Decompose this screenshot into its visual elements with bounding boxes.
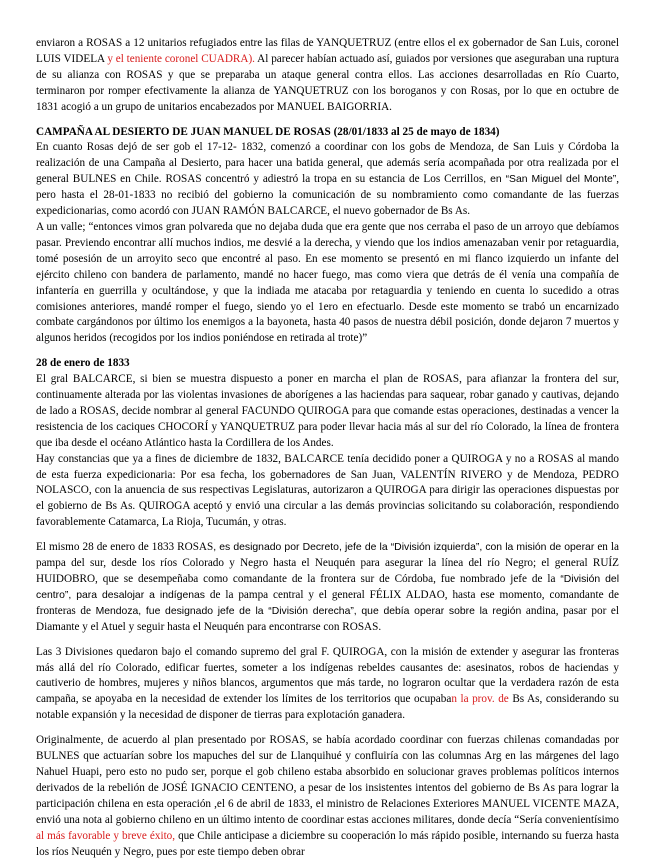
text: Al parecer habían actuado así, guiados por versiones que aseguraban una ruptura de su alianza con ROSAS y que se preparaba un ataque general contra ellos. Las acciones desarrolladas en Río Cuarto, terminaron por romper efectivamente la alianza de YANQUETRUZ con los boroganos y con Rosas, por lo que en octubre de 1831 acogió a un grupo de unitarios encabezados por MANUEL BAIGORRIA. xyxy=(36,52,620,113)
text: en la pampa del sur, desde los ríos Colorado y Negro hasta el Neuquén para asegurar la línea del río Negro; el general RUÍZ HUIDOBRO, que se desempeñaba como comandante de la frontera sur de Córdoba, fue nombrado jefe de la xyxy=(36,541,619,585)
text: Bs As, considerando su notable expansión y la necesidad de disponer de tierras para explotación ganadera. xyxy=(36,693,619,722)
text: El mismo 28 de enero de 1833 ROSAS xyxy=(36,541,214,554)
text: que Chile anticipase a diciembre su cooperación lo más rápido posible, internando su fuerza hasta los ríos Neuquén y Negro, pues por este tiempo deben obrar xyxy=(36,829,619,858)
paragraph-balcarce: El gral BALCARCE, si bien se muestra dispuesto a poner en marcha el plan de ROSAS, para afianzar la frontera del sur, continuamente alterada por las violentas invasiones de aborígenes a las haciendas para saquear, robar ganado y cautivas, dejando de lado a ROSAS, decide nombrar al general FACUNDO QUIROGA para que comande estas operaciones, destinadas a vencer la resistencia de los caciques CHOCORÍ y YANQUETRUZ para poder llevar hacia más al sur del río Colorado, la línea de frontera que iba desde el océano Atlántico hasta la Cordillera de los Andes. xyxy=(36,373,619,449)
sans-text: “División del centro”, para desalojar a indígenas xyxy=(36,574,619,601)
highlighted-text: n la prov. de xyxy=(451,693,509,706)
text: enviaron a ROSAS a 12 unitarios refugiados entre las filas de YANQUETRUZ (entre ellos el ex gobernador de San Luis, coronel LUIS VIDELA xyxy=(36,37,619,65)
paragraph-campaign xyxy=(36,140,619,220)
sans-text: , en “San Miguel del Monte” xyxy=(483,174,617,186)
text: Originalmente, de acuerdo al plan presentado por ROSAS, se había acordado coordinar con fuerzas chilenas comandadas por BULNES que actuarían sobre los mapuches del sur de Llanquihué y confluiría con las columnas Arg en las márgenes del lago Nahuel Huapi, pero esto no pudo ser, porque el gob chileno estaba absorbido en solucionar graves problemas políticos internos derivados de la rebelión de JOSÉ IGNACIO CENTENO, a pesar de los insistentes intentos del gobierno de Bs As para lograr la participación chilena en esta operación ,el 6 de abril de 1833, el ministro de Relaciones Exteriores MANUEL VICENTE MAZA, envió una nota al gobierno chileno en un último intento de coordinar estas acciones militares, donde decía “Sería convenientísimo xyxy=(36,734,619,826)
paragraph-divisions-assigned xyxy=(36,540,619,635)
text: , pero hasta el 28-01-1833 no recibió del gobierno la comunicación de su nombramiento como comandante de las fuerzas expedicionarias, como acordó con JUAN RAMÓN BALCARCE, el nuevo gobernador de Bs As. xyxy=(36,173,620,218)
sans-text: Mendoza, fue designado jefe de la “División derecha”, que debía operar sobre la región xyxy=(95,605,522,617)
sans-text: , es designado por Decreto, jefe de la “División izquierda”, con la misión de operar xyxy=(213,542,595,554)
text: Las 3 Divisiones quedaron bajo el comando supremo del gral F. QUIROGA, con la misión de extender y asegurar las fronteras más allá del río Colorado, edificar fuertes, someter a los indígenas rebeldes causantes de: asesinatos, robos de haciendas y cautiverio de hombres, mujeres y niños blancos, argumentos que más tarde, no lograron ocultar que la verdadera razón de esta campaña, se apoyaba en la necesidad de extender los límites de los territorios que ocupaba xyxy=(36,645,619,706)
paragraph-quote: A un valle; “entonces vimos gran polvareda que no dejaba duda que era gente que nos cerraba el paso de un arroyo que debíamos pasar. Previendo encontrar allí muchos indios, me desvié a la derecha, y viendo que los indios amenazaban venir por retaguardia, tomé posesión de un arroyito seco que encontré al paso. En ese momento se presentó en mi flanco izquierdo un infante del ejército chileno con bandera de parlamento, mandé no hacer fuego, mas como viera que detrás de él venía una compañía de infantería en guerrilla y ocultándose, y que la indiada me atacaba por retaguardia y teniendo en cuenta lo sucedido a otras comisiones anteriores, mandé romper el fuego, siendo yo el 1ero en efectuarlo. Desde este momento se trabó un encarnizado combate cargándonos por último los enemigos a la bayoneta, hasta 40 pasos de nuestra débil posición, donde dejaron 7 muertos y algunos heridos (recogidos por los indios poniéndose en retirada al trote)” xyxy=(36,220,619,345)
highlighted-text: al más favorable y breve éxito, xyxy=(36,829,176,842)
text: andina, pasar por el Diamante y el Atuel y seguir hasta el Neuquén para encontrarse con ROSAS. xyxy=(36,604,619,633)
document-page xyxy=(36,36,619,860)
text: de la pampa central y el general FÉLIX ALDAO, hasta ese momento, comandante de fronteras de xyxy=(36,588,619,617)
paragraph-three-divisions xyxy=(36,645,619,725)
paragraph-intro xyxy=(36,36,619,116)
highlighted-text: y el teniente coronel CUADRA). xyxy=(107,52,255,65)
paragraph-chile xyxy=(36,733,619,860)
paragraph-constancias: Hay constancias que ya a fines de diciembre de 1832, BALCARCE tenía decidido poner a QUIROGA y no a ROSAS al mando de esta fuerza expedicionaria: Por esa fecha, los gobernadores de San Juan, VALENTÍN RIVERO y de Mendoza, PEDRO NOLASCO, con la anuencia de sus respectivas Legislaturas, autorizaron a QUIROGA para dirigir las operaciones dispuestas por el gobierno de Bs As. QUIROGA aceptó y envió una circular a las demás provincias solicitando su colaboración, respondiendo favorablemente Catamarca, La Rioja, Tucumán, y otras. xyxy=(36,452,619,529)
section-heading-campaign: CAMPAÑA AL DESIERTO DE JUAN MANUEL DE ROSAS (28/01/1833 al 25 de mayo de 1834) xyxy=(36,125,500,138)
text: En cuanto Rosas dejó de ser gob el 17-12- 1832, comenzó a coordinar con los gobs de Mendoza, de San Luis y Córdoba la realización de una Campaña al Desierto, para hacer una batida general, que además sería acompañada por otra realizada por el general BULNES en Chile. ROSAS concentró y adiestró la tropa en su estancia de Los Cerrillos xyxy=(36,141,619,186)
section-heading-date: 28 de enero de 1833 xyxy=(36,357,130,370)
